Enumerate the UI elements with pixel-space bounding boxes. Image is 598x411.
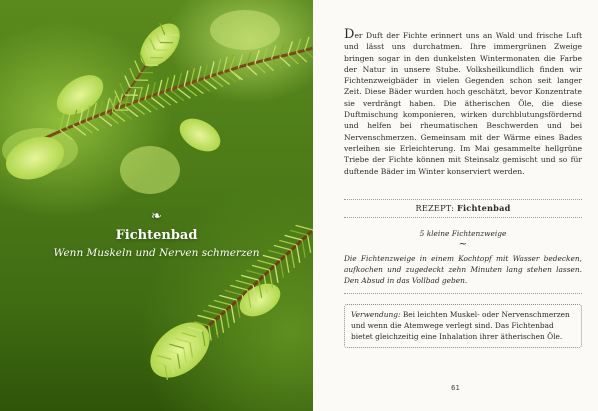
page-number: 61 xyxy=(451,384,460,392)
needle xyxy=(201,316,215,320)
usage-label: Verwendung: xyxy=(351,310,401,319)
needle xyxy=(219,295,236,300)
needle xyxy=(296,52,306,61)
ingredients: 5 kleine Fichtenzweige xyxy=(419,229,507,238)
needle xyxy=(288,55,298,64)
needle xyxy=(305,50,313,59)
needle xyxy=(225,290,242,295)
needle xyxy=(238,68,248,77)
needle xyxy=(120,83,125,95)
needle xyxy=(247,66,257,75)
fresh-shoot xyxy=(140,311,220,388)
needle xyxy=(241,275,258,280)
needle xyxy=(214,300,231,305)
needle xyxy=(230,285,247,290)
needle xyxy=(135,61,140,73)
needle xyxy=(236,280,253,285)
body-text: er Duft der Fichte erinnert uns an Wald und frische Luft und lässt uns durchatmen. Ihre immergrünen Zweige bringen sogar in den dunkelsten Wintermonaten die Farbe der Natur in unsere Stube. Volksheilkundlich finden wir Fichtenzweigbäder in vielen Gegenden schon seit langer Zeit. Diese Bäder wurden hoch geschätzt, bevor Konzentrate sie verdrängt haben. Die ätherischen Öle, die diese Duftmischung komponieren, wirken durchblutungsfördernd und helfen bei rheumatischen Beschwerden und bei Nervenschmerzen. Gemeinsam mit der Wärme eines Bades verleihen sie Erleichterung. Im Mai gesammelte hellgrüne Triebe der Fichte können mit Steinsalz gemischt und so für duftende Bäder im Winter konserviert werden. xyxy=(344,31,582,176)
needle xyxy=(280,260,283,278)
blurred-shoot xyxy=(210,10,280,50)
needle xyxy=(203,310,220,315)
text-page xyxy=(313,0,598,411)
needle xyxy=(60,114,64,130)
blurred-shoot xyxy=(120,146,180,194)
recipe-header xyxy=(344,199,582,218)
recipe-label: REZEPT: xyxy=(415,203,455,213)
drop-cap: D xyxy=(344,27,355,42)
needle xyxy=(226,310,229,328)
needle xyxy=(130,68,135,80)
photo-caption xyxy=(0,210,313,259)
needle xyxy=(125,76,130,88)
needle xyxy=(208,305,225,310)
leaf-sprig-icon: ❧ xyxy=(151,209,162,224)
needle xyxy=(257,260,274,265)
needle xyxy=(215,320,217,335)
fresh-shoot xyxy=(234,277,286,323)
needle xyxy=(231,305,234,323)
chapter-subtitle: Wenn Muskeln und Nerven schmerzen xyxy=(53,247,260,259)
fresh-shoot xyxy=(174,112,226,158)
body-paragraph xyxy=(344,27,582,177)
needle xyxy=(237,300,240,318)
needle xyxy=(272,59,282,68)
needle xyxy=(263,61,273,70)
usage-text: Bei leichten Muskel- oder Nervenschmerzen und wenn die Atemwege verlegt sind. Das Fichtenbad bietet gleichzeitig eine Inhalation ihrer ätherischen Öle. xyxy=(351,310,570,342)
needle xyxy=(220,315,223,333)
needle xyxy=(247,270,264,275)
usage-box xyxy=(344,304,582,348)
recipe-title: Fichtenbad xyxy=(456,203,511,213)
tilde-separator: ~ xyxy=(458,239,468,250)
needle xyxy=(275,265,278,283)
needle xyxy=(252,265,269,270)
recipe-instructions: Die Fichtenzweige in einem Kochtopf mit Wasser bedecken, aufkochen und zugedeckt zehn Minuten lang stehen lassen. Den Absud in das Vollbad geben. xyxy=(344,253,582,294)
needle xyxy=(255,63,265,72)
chapter-title: Fichtenbad xyxy=(115,228,198,243)
needle xyxy=(280,57,290,66)
